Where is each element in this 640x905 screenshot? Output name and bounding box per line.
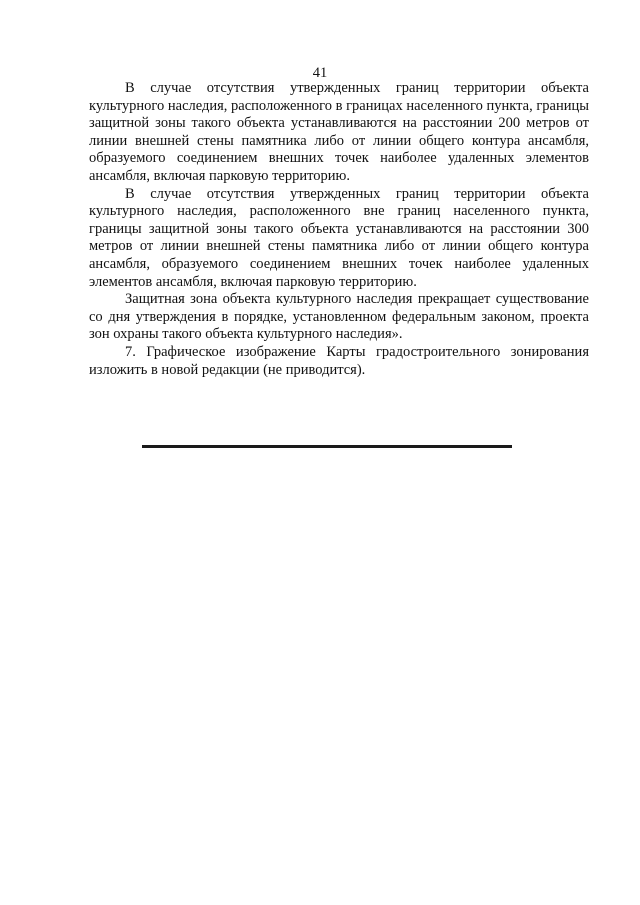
paragraph-protection-zone-termination: Защитная зона объекта культурного наследия прекращает существование со дня утверждения в порядке, установленном федеральным законом, проекта зон охраны такого объекта культурного наследия». bbox=[89, 291, 589, 343]
paragraph-protection-zone-inside-settlement: В случае отсутствия утвержденных границ территории объекта культурного наследия, расположенного в границах населенного пункта, границы защитной зоны такого объекта устанавливаются на расстоянии 200 метров от линии внешней стены памятника либо от линии общего контура ансамбля, образуемого соединением внешних точек наиболее удаленных элементов ансамбля, включая парковую территорию. bbox=[89, 80, 589, 184]
page-number: 41 bbox=[312, 65, 328, 81]
document-body bbox=[89, 80, 589, 379]
paragraph-item-7-zoning-map: 7. Графическое изображение Карты градостроительного зонирования изложить в новой редакции (не приводится). bbox=[89, 343, 589, 378]
paragraph-protection-zone-outside-settlement: В случае отсутствия утвержденных границ территории объекта культурного наследия, расположенного вне границ населенного пункта, границы защитной зоны такого объекта устанавливаются на расстоянии 300 метров от линии внешней стены памятника либо от линии общего контура ансамбля, образуемого соединением внешних точек наиболее удаленных элементов ансамбля, включая парковую территорию. bbox=[89, 185, 589, 290]
end-of-text-divider bbox=[142, 445, 512, 448]
